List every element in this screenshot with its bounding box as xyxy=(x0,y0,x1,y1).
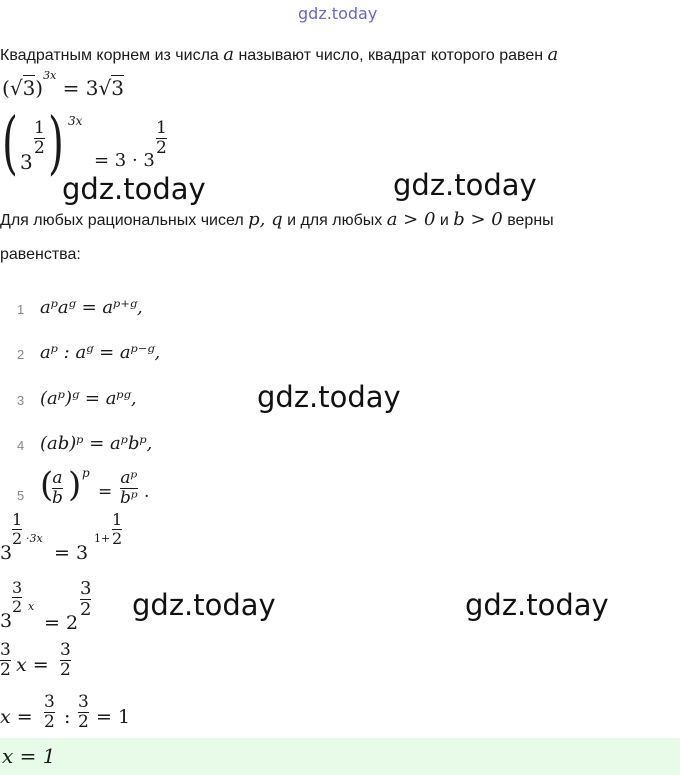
step-4: x = 3 2 : 3 2 = 1 xyxy=(0,692,131,732)
equation-1: $(√3)^{3x} = 3√3$ xyxy=(2,69,124,100)
watermark-5: gdz.today xyxy=(465,588,609,622)
answer: x = 1 xyxy=(2,744,56,768)
watermark-4: gdz.today xyxy=(132,588,276,622)
rule-number: 5 xyxy=(17,488,25,503)
rule-expression: aᵖaᵍ = aᵖ⁺ᵍ, xyxy=(40,297,143,318)
step-3: 3 2 x = 3 2 xyxy=(0,640,71,680)
rules-intro-line2: равенства: xyxy=(0,246,81,263)
rule-number: 1 xyxy=(17,302,25,317)
rules-intro: Для любых рациональных чисел p, q и для любых a > 0 и b > 0 верны xyxy=(0,209,554,230)
answer-highlight xyxy=(0,738,680,775)
intro-definition: Квадратным корнем из числа a называют число, квадрат которого равен a xyxy=(0,44,559,65)
watermark-1: gdz.today xyxy=(62,172,206,206)
step-1: 3 1 2 ·3x = 3 1+ 1 2 xyxy=(0,510,123,564)
rule-number: 3 xyxy=(17,393,25,408)
step-2: 3 3 2 x = 2 3 2 xyxy=(0,578,92,634)
watermark-top: gdz.today xyxy=(298,4,378,23)
watermark-3: gdz.today xyxy=(257,380,401,414)
rule-expression: aᵖ : aᵍ = aᵖ⁻ᵍ, xyxy=(40,342,161,363)
rule-number: 4 xyxy=(17,438,25,453)
rule-number: 2 xyxy=(17,347,25,362)
rule-expression: (aᵖ)ᵍ = aᵖᵍ, xyxy=(40,388,137,409)
rule-expression: (ab)ᵖ = aᵖbᵖ, xyxy=(40,433,153,454)
watermark-2: gdz.today xyxy=(393,168,537,202)
rule-expression: ( a b ) p = aᵖ bᵖ . xyxy=(40,465,150,508)
